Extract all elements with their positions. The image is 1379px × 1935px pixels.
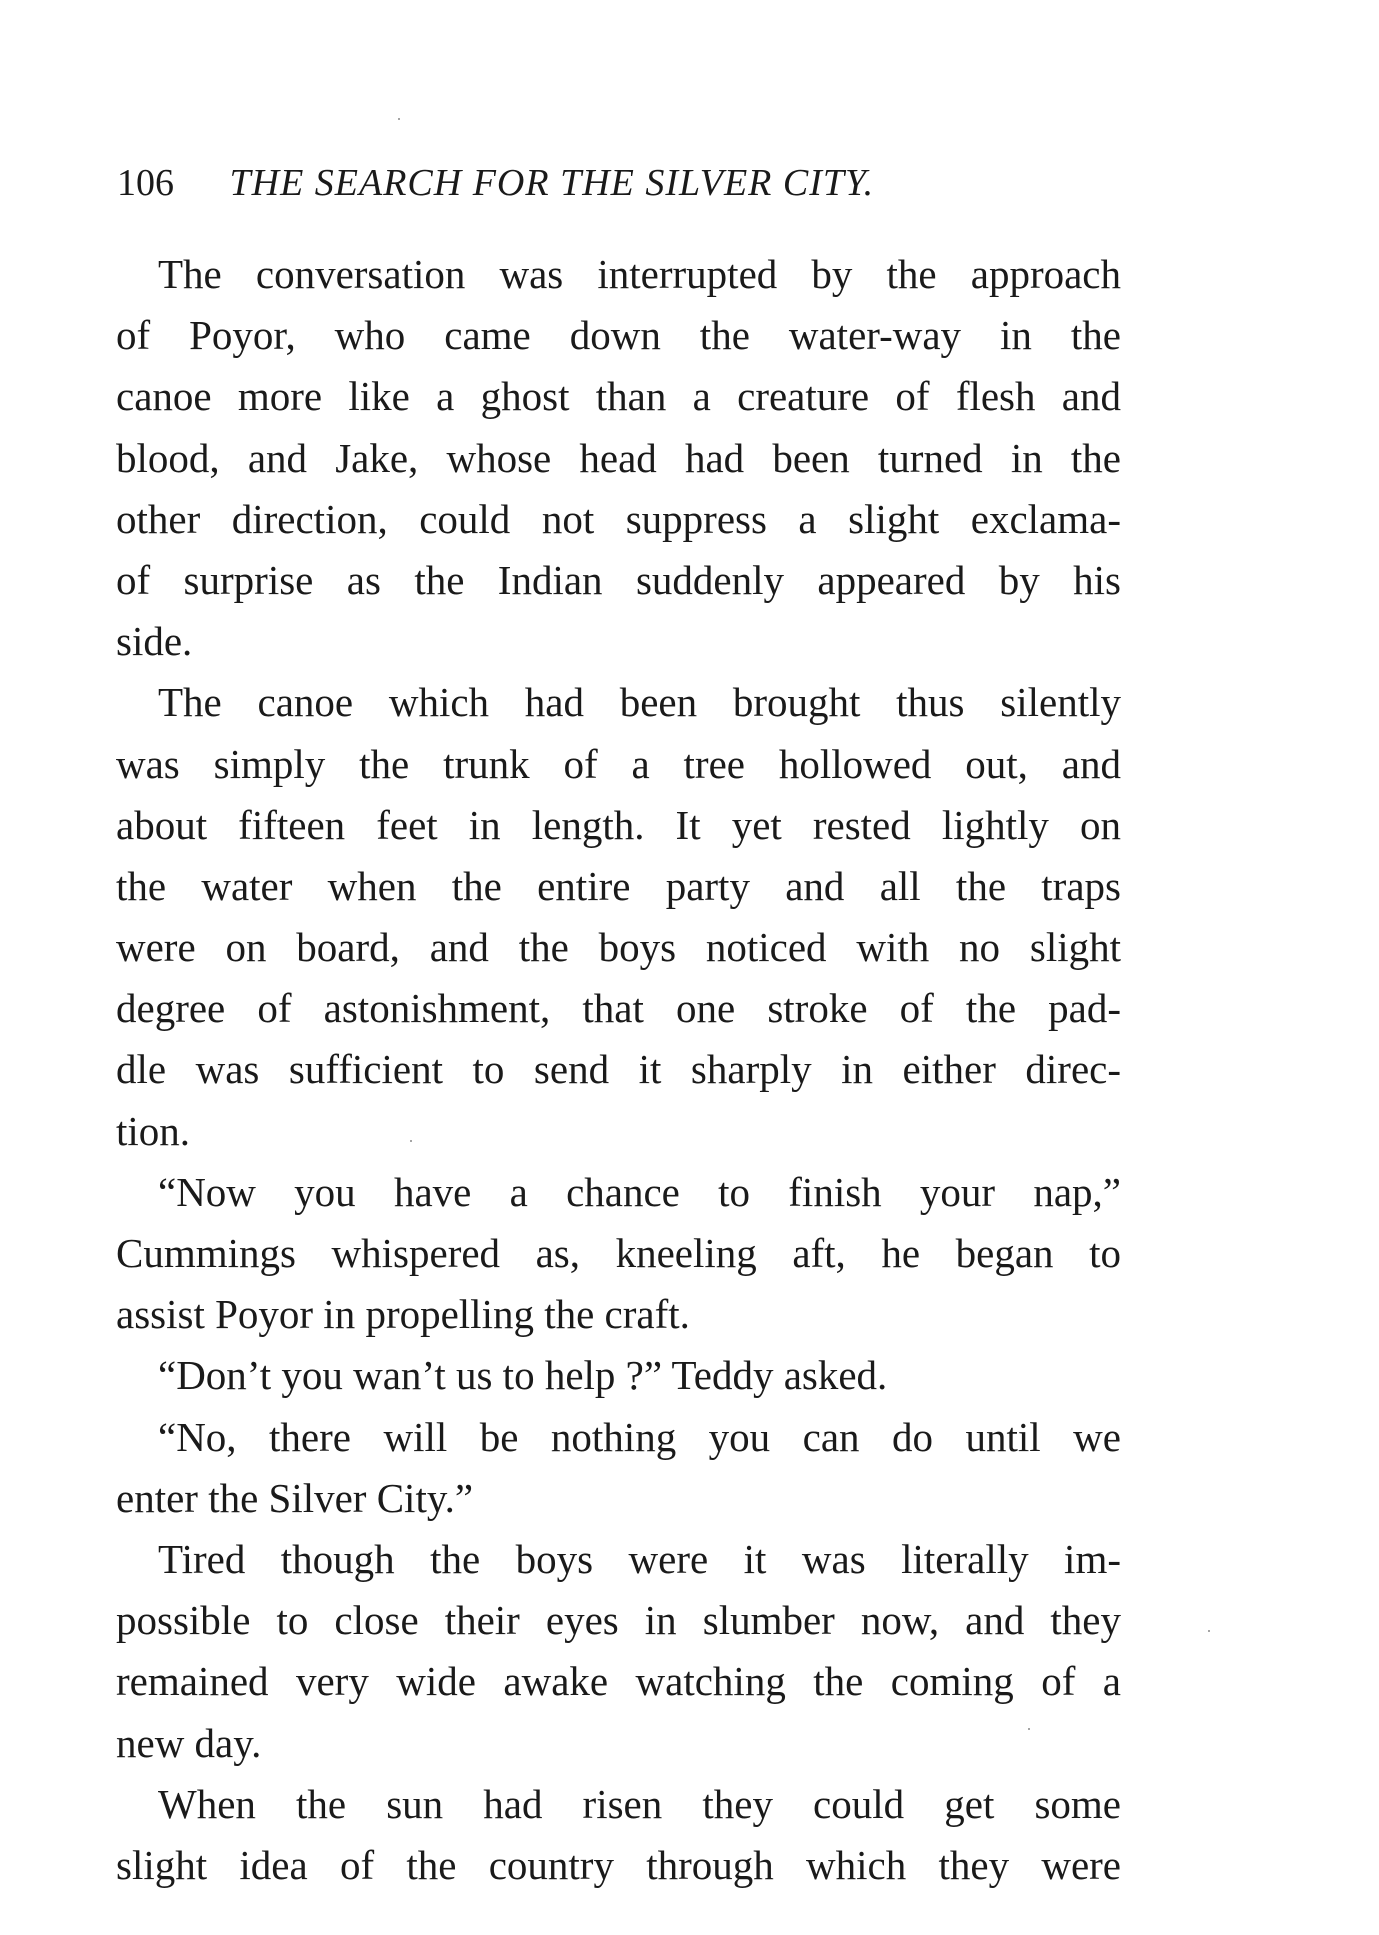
text-line: blood, and Jake, whose head had been turned in the: [116, 434, 1121, 481]
text-line: side.: [116, 618, 193, 665]
text-line: remained very wide awake watching the coming of a: [116, 1658, 1121, 1705]
text-line: enter the Silver City.”: [116, 1474, 474, 1521]
text-line: Cummings whispered as, kneeling aft, he began to: [116, 1230, 1121, 1276]
text-line: of Poyor, who came down the water-way in the: [116, 312, 1121, 359]
text-line: slight idea of the country through which they were: [116, 1841, 1121, 1888]
paper-speck: [398, 118, 400, 120]
text-line: “Don’t you wan’t us to help ?” Teddy asked.: [158, 1352, 888, 1399]
paper-speck: [1028, 1728, 1030, 1730]
text-line: of surprise as the Indian suddenly appeared by his: [116, 556, 1121, 603]
text-line: the water when the entire party and all the traps: [116, 862, 1121, 909]
text-line: assist Poyor in propelling the craft.: [116, 1291, 690, 1338]
text-line: “No, there will be nothing you can do until we: [158, 1413, 1121, 1460]
text-line: Tired though the boys were it was literally im-: [158, 1535, 1121, 1582]
text-line: tion.: [116, 1107, 191, 1154]
text-line: was simply the trunk of a tree hollowed out, and: [116, 740, 1121, 787]
text-line: other direction, could not suppress a slight exclama-: [116, 495, 1121, 542]
page-number: 106: [117, 162, 174, 204]
text-line: canoe more like a ghost than a creature of flesh and: [116, 373, 1121, 420]
text-line: dle was sufficient to send it sharply in either direc-: [116, 1046, 1121, 1093]
text-line: were on board, and the boys noticed with no slight: [116, 924, 1121, 971]
paper-speck: [1208, 1630, 1210, 1632]
running-title: THE SEARCH FOR THE SILVER CITY.: [229, 162, 875, 204]
text-line: about fifteen feet in length. It yet rested lightly on: [116, 801, 1121, 848]
text-line: possible to close their eyes in slumber now, and they: [116, 1597, 1121, 1644]
paper-speck: [410, 1140, 412, 1142]
text-line: The canoe which had been brought thus silently: [158, 679, 1121, 726]
body-text: [116, 244, 1121, 1896]
text-line: new day.: [116, 1719, 262, 1766]
text-line: When the sun had risen they could get some: [158, 1780, 1121, 1827]
text-line: degree of astonishment, that one stroke of the pad-: [116, 985, 1121, 1032]
text-line: “Now you have a chance to finish your nap,”: [158, 1168, 1121, 1215]
page-header: [117, 158, 1117, 208]
text-line: The conversation was interrupted by the approach: [158, 251, 1121, 297]
